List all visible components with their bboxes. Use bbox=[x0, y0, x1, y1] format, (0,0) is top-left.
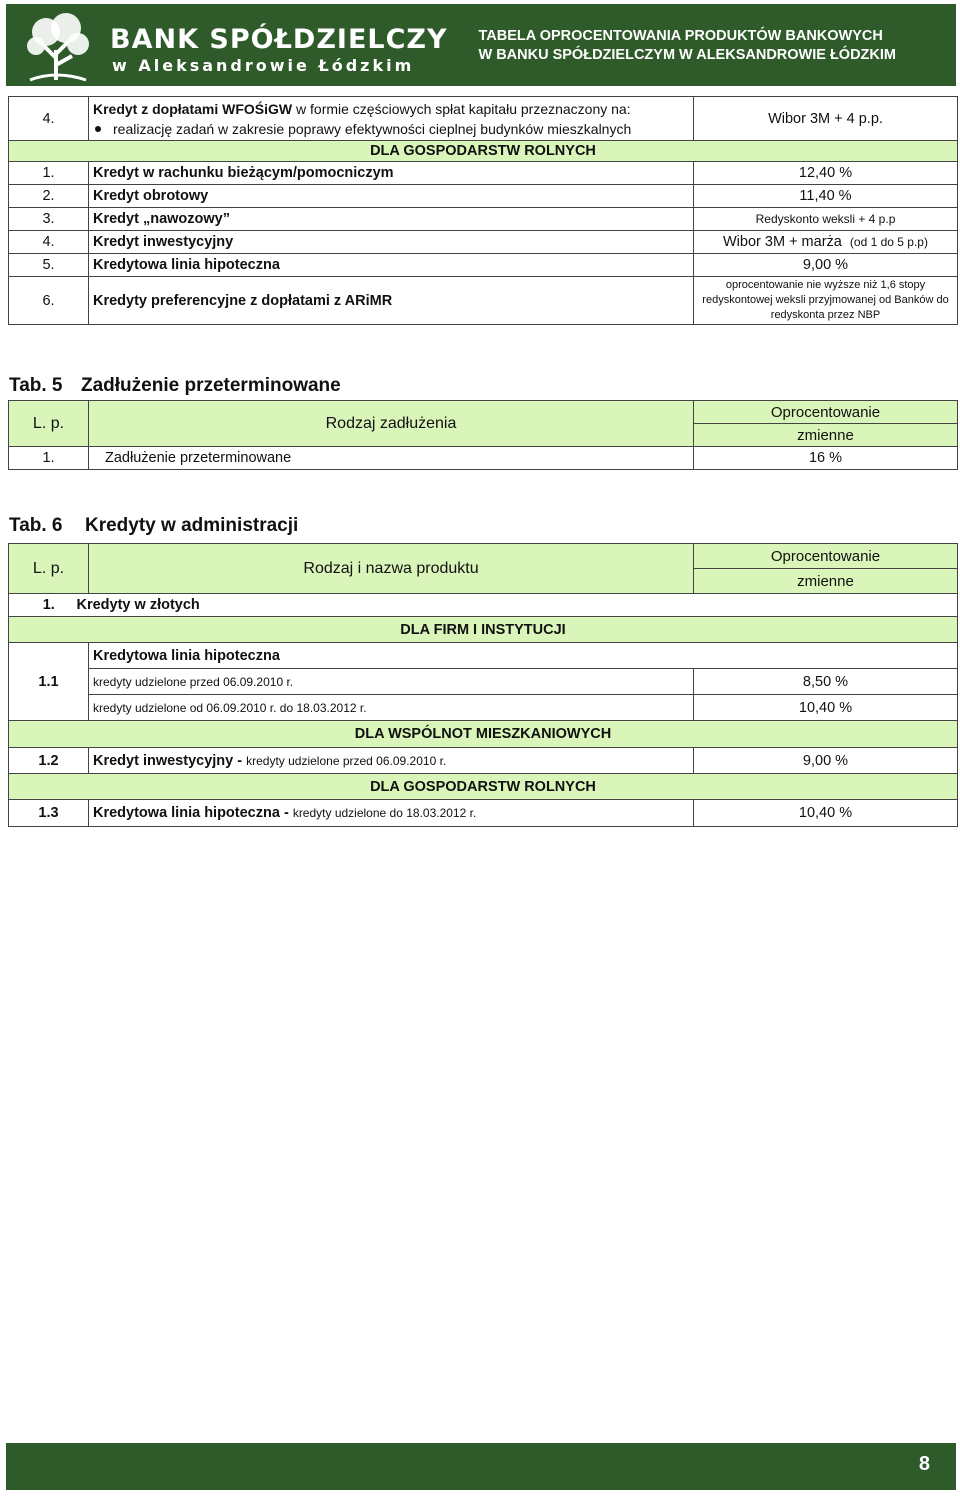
tab-title: Kredyty w administracji bbox=[85, 515, 299, 536]
row-number: 1.1 bbox=[9, 643, 89, 721]
product-name: Kredyt inwestycyjny - bbox=[93, 752, 247, 769]
product-name: Kredytowa linia hipoteczna - bbox=[93, 805, 293, 821]
section-heading: DLA GOSPODARSTW ROLNYCH bbox=[9, 774, 958, 800]
product-note: kredyty udzielone przed 06.09.2010 r. bbox=[246, 753, 447, 768]
row-number: 1. bbox=[9, 162, 89, 185]
section-row bbox=[9, 617, 958, 643]
group-heading-text: Kredyty w złotych bbox=[76, 597, 200, 613]
column-header-rate: Oprocentowanie bbox=[694, 401, 958, 424]
table-row bbox=[9, 208, 958, 231]
rate-value: Wibor 3M + marża bbox=[723, 234, 842, 250]
table-row bbox=[9, 669, 958, 695]
rate-cell: 11,40 % bbox=[694, 185, 958, 208]
table-row bbox=[9, 185, 958, 208]
rate-cell bbox=[694, 231, 958, 254]
rate-cell: Wibor 3M + 4 p.p. bbox=[694, 97, 958, 141]
section-row bbox=[9, 774, 958, 800]
document-title-line1: TABELA OPROCENTOWANIA PRODUKTÓW BANKOWYCH bbox=[478, 28, 883, 44]
group-row bbox=[9, 594, 958, 617]
rate-cell: 16 % bbox=[694, 447, 958, 470]
row-number: 1. bbox=[9, 594, 89, 617]
product-name: Kredyt w rachunku bieżącym/pomocniczym bbox=[89, 162, 694, 185]
row-number: 3. bbox=[9, 208, 89, 231]
table-row bbox=[9, 254, 958, 277]
rate-cell: 10,40 % bbox=[694, 695, 958, 721]
tree-logo-icon bbox=[16, 10, 98, 82]
section-heading: DLA FIRM I INSTYTUCJI bbox=[9, 617, 958, 643]
section-heading: DLA GOSPODARSTW ROLNYCH bbox=[9, 141, 958, 162]
product-name: Kredyty preferencyjne z dopłatami z ARiMR bbox=[89, 277, 694, 325]
tab-label: Tab. 6 bbox=[9, 515, 63, 536]
section-row bbox=[9, 721, 958, 748]
table-header-row bbox=[9, 544, 958, 569]
rate-cell: 12,40 % bbox=[694, 162, 958, 185]
product-name: Zadłużenie przeterminowane bbox=[89, 447, 694, 470]
row-number: 4. bbox=[9, 231, 89, 254]
column-header-rate-sub: zmienne bbox=[694, 424, 958, 447]
column-header-lp: L. p. bbox=[9, 401, 89, 447]
bullet-icon bbox=[95, 126, 101, 132]
column-header-type: Rodzaj i nazwa produktu bbox=[89, 544, 694, 594]
page-header bbox=[6, 4, 956, 86]
section-heading: DLA WSPÓLNOT MIESZKANIOWYCH bbox=[9, 721, 958, 748]
column-header-lp: L. p. bbox=[9, 544, 89, 594]
bank-location: w Aleksandrowie Łódzkim bbox=[112, 56, 415, 75]
column-header-rate: Oprocentowanie bbox=[694, 544, 958, 569]
rate-note: (od 1 do 5 p.p) bbox=[849, 235, 928, 249]
product-desc: w formie częściowych spłat kapitału przeznaczony na: bbox=[292, 100, 631, 117]
product-note: kredyty udzielone do 18.03.2012 r. bbox=[292, 806, 477, 820]
rate-cell: 9,00 % bbox=[694, 748, 958, 774]
product-subitem: kredyty udzielone przed 06.09.2010 r. bbox=[89, 669, 694, 695]
row-number: 6. bbox=[9, 277, 89, 325]
table-row bbox=[9, 231, 958, 254]
product-name: Kredytowa linia hipoteczna bbox=[89, 643, 694, 669]
tab-label: Tab. 5 bbox=[9, 375, 63, 396]
document-title-line2: W BANKU SPÓŁDZIELCZYM W ALEKSANDROWIE ŁÓDZKIM bbox=[478, 47, 896, 63]
empty-cell bbox=[694, 643, 958, 669]
rates-table-continued bbox=[8, 96, 958, 325]
product-name: Kredytowa linia hipoteczna bbox=[89, 254, 694, 277]
table-row bbox=[9, 162, 958, 185]
row-number: 1.2 bbox=[9, 748, 89, 774]
product-name: Kredyt obrotowy bbox=[89, 185, 694, 208]
row-number: 2. bbox=[9, 185, 89, 208]
rate-cell: oprocentowanie nie wyższe niż 1,6 stopy redyskontowej weksli przyjmowanej od Banków do redyskonta przez NBP bbox=[694, 277, 958, 325]
table-row bbox=[9, 97, 958, 141]
row-number: 5. bbox=[9, 254, 89, 277]
product-name: Kredyt „nawozowy” bbox=[89, 208, 694, 231]
table-row bbox=[9, 277, 958, 325]
table-header-row bbox=[9, 401, 958, 424]
product-cell bbox=[89, 97, 694, 141]
row-number: 1. bbox=[9, 447, 89, 470]
row-number: 1.3 bbox=[9, 800, 89, 827]
table-row bbox=[9, 695, 958, 721]
product-cell bbox=[89, 748, 694, 774]
rate-cell: 10,40 % bbox=[694, 800, 958, 827]
tab-title: Zadłużenie przeterminowane bbox=[81, 375, 341, 396]
table-row bbox=[9, 643, 958, 669]
table-row bbox=[9, 800, 958, 827]
rate-cell: 8,50 % bbox=[694, 669, 958, 695]
rate-cell: Redyskonto weksli + 4 p.p bbox=[694, 208, 958, 231]
document-title bbox=[478, 27, 896, 65]
page-number: 8 bbox=[918, 1453, 930, 1475]
page-footer bbox=[6, 1443, 956, 1490]
bank-name: BANK SPÓŁDZIELCZY bbox=[110, 24, 448, 55]
product-name: Kredyt z dopłatami WFOŚiGW bbox=[93, 100, 293, 117]
product-subitem: kredyty udzielone od 06.09.2010 r. do 18.03.2012 r. bbox=[89, 695, 694, 721]
product-cell bbox=[89, 800, 694, 827]
tab6-table bbox=[8, 543, 958, 827]
table-row bbox=[9, 748, 958, 774]
rate-cell: 9,00 % bbox=[694, 254, 958, 277]
table-row bbox=[9, 447, 958, 470]
tab5-table bbox=[8, 400, 958, 470]
product-name: Kredyt inwestycyjny bbox=[89, 231, 694, 254]
column-header-type: Rodzaj zadłużenia bbox=[89, 401, 694, 447]
section-row bbox=[9, 141, 958, 162]
product-bullet: realizację zadań w zakresie poprawy efektywności cieplnej budynków mieszkalnych bbox=[113, 120, 632, 137]
row-number: 4. bbox=[9, 97, 89, 141]
group-heading bbox=[76, 594, 958, 617]
column-header-rate-sub: zmienne bbox=[694, 569, 958, 594]
